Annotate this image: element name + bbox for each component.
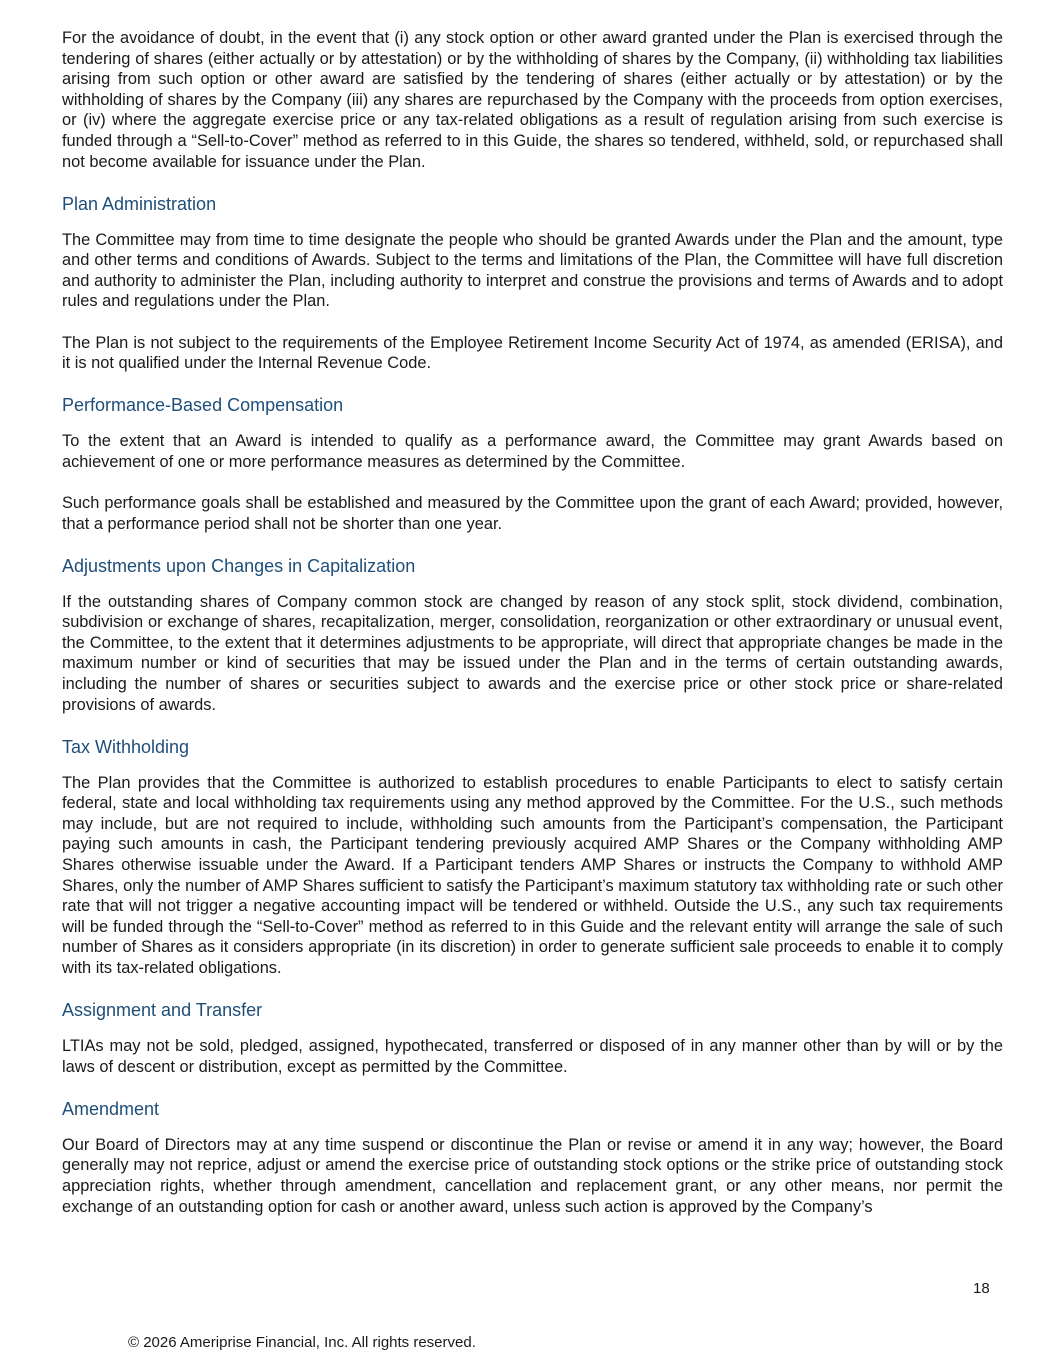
section-heading-performance-based-compensation: Performance-Based Compensation (62, 395, 344, 416)
document-body (62, 28, 1003, 1238)
body-paragraph: For the avoidance of doubt, in the event that (i) any stock option or other award granted under the Plan is exercised through the tendering of shares (either actually or by attestation) or by the withholding of shares by the Company, (ii) withholding tax liabilities arising from such option or other award are satisfied by the tendering of shares (either actually or by attestation) or by the withholding of shares by the Company (iii) any shares are repurchased by the Company with the proceeds from option exercises, or (iv) where the aggregate exercise price or any tax-related obligations as a result of regulation arising from such exercise is funded through a “Sell-to-Cover” method as referred to in this Guide, the shares so tendered, withheld, sold, or repurchased shall not become available for issuance under the Plan. (62, 29, 1003, 171)
body-paragraph: The Plan is not subject to the requirements of the Employee Retirement Income Security Act of 1974, as amended (ERISA), and it is not qualified under the Internal Revenue Code. (62, 333, 1003, 373)
section-heading-plan-administration: Plan Administration (62, 193, 217, 214)
body-paragraph: The Plan provides that the Committee is authorized to establish procedures to enable Participants to elect to satisfy certain federal, state and local withholding tax requirements using any method approved by the Committee. For the U.S., such methods may include, but are not required to include, withholding such amounts from the Participant’s compensation, the Participant paying such amounts in cash, the Participant tendering previously acquired AMP Shares or the Company withholding AMP Shares otherwise issuable under the Award. If a Participant tenders AMP Shares or instructs the Company to withhold AMP Shares, only the number of AMP Shares sufficient to satisfy the Participant’s maximum statutory tax withholding rate or such other rate that will not trigger a negative accounting impact will be tendered or withheld. Outside the U.S., any such tax requirements will be funded through the “Sell-to-Cover” method as referred to in this Guide and the relevant entity will arrange the sale of such number of Shares as it considers appropriate (in its discretion) in order to generate sufficient sale proceeds to enable it to comply with its tax-related obligations. (62, 773, 1003, 977)
section-heading-amendment: Amendment (62, 1098, 160, 1119)
body-paragraph: Such performance goals shall be established and measured by the Committee upon the grant of each Award; provided, however, that a performance period shall not be shorter than one year. (62, 493, 1003, 533)
body-paragraph: If the outstanding shares of Company common stock are changed by reason of any stock split, stock dividend, combination, subdivision or exchange of shares, recapitalization, merger, consolidation, reorganization or other extraordinary or unusual event, the Committee, to the extent that it determines adjustments to be appropriate, will direct that appropriate changes be made in the maximum number or kind of securities that may be issued under the Plan and in the terms of certain outstanding awards, including the number of shares or securities subject to awards and the exercise price or other stock price or share-related provisions of awards. (62, 592, 1003, 714)
section-heading-assignment-transfer: Assignment and Transfer (62, 1000, 263, 1021)
copyright-footer: © 2026 Ameriprise Financial, Inc. All rights reserved. (128, 1334, 476, 1351)
section-heading-adjustments-capitalization: Adjustments upon Changes in Capitalization (62, 555, 416, 576)
body-paragraph: Our Board of Directors may at any time suspend or discontinue the Plan or revise or amend it in any way; however, the Board generally may not reprice, adjust or amend the exercise price of outstanding stock options or the strike price of outstanding stock appreciation rights, whether through amendment, cancellation and replacement grant, or any other means, nor permit the exchange of an outstanding option for cash or another award, unless such action is approved by the Company’s (62, 1135, 1003, 1216)
body-paragraph: The Committee may from time to time designate the people who should be granted Awards under the Plan and the amount, type and other terms and conditions of Awards. Subject to the terms and limitations of the Plan, the Committee will have full discretion and authority to administer the Plan, including authority to interpret and construe the provisions and terms of Awards and to adopt rules and regulations under the Plan. (62, 230, 1003, 311)
body-paragraph: LTIAs may not be sold, pledged, assigned, hypothecated, transferred or disposed of in any manner other than by will or by the laws of descent or distribution, except as permitted by the Committee. (62, 1037, 1003, 1076)
body-paragraph: To the extent that an Award is intended to qualify as a performance award, the Committee may grant Awards based on achievement of one or more performance measures as determined by the Committee. (62, 432, 1003, 471)
section-heading-tax-withholding: Tax Withholding (62, 736, 190, 757)
page-number: 18 (973, 1280, 990, 1297)
